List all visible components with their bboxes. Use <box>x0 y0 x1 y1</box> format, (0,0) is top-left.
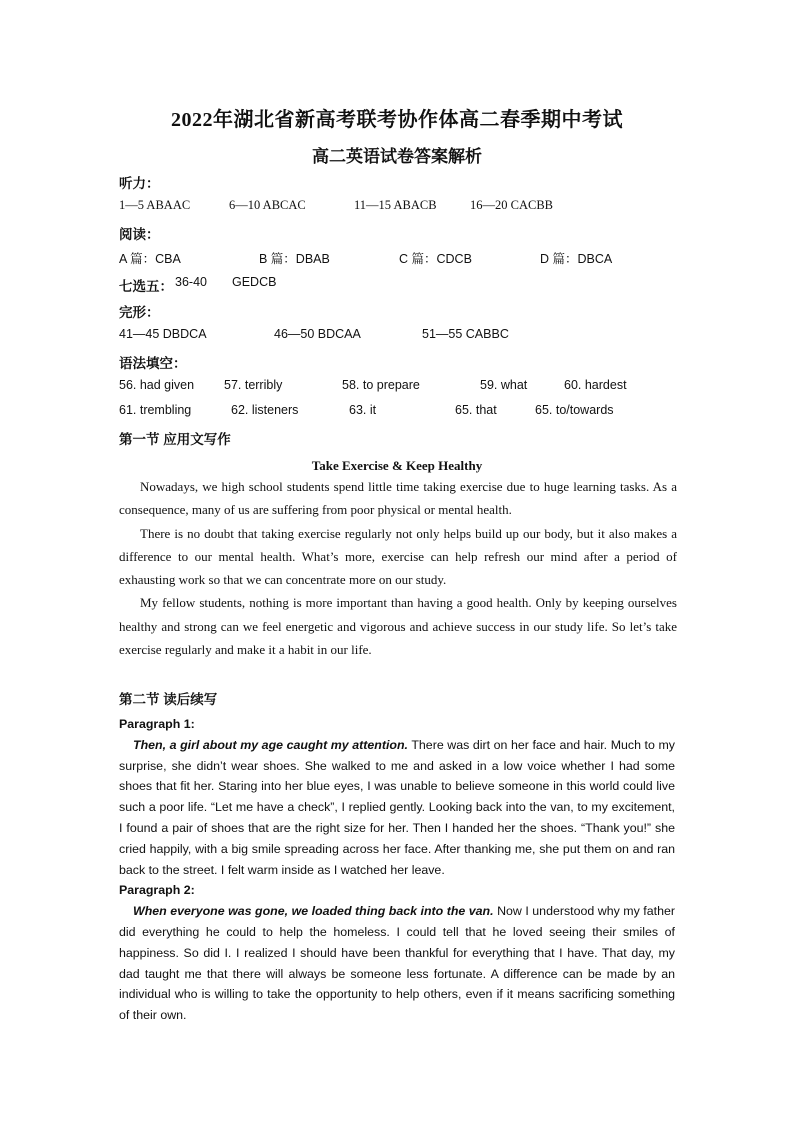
cloze-answer: 51—55 CABBC <box>422 327 509 341</box>
grammar-answer: 56. had given <box>119 378 195 392</box>
grammar-heading: 语法填空： <box>119 356 187 371</box>
essay-title: Take Exercise & Keep Healthy <box>311 458 483 473</box>
seven-range: 36-40 <box>175 275 207 289</box>
section-2-heading: 第二节 读后续写 <box>119 692 218 707</box>
cloze-answer: 46—50 BDCAA <box>274 327 361 341</box>
essay-paragraph: Nowadays, we high school students spend little time taking exercise due to huge learning tasks. As a consequence, many of us are suffering from poor physical or mental health. <box>119 479 677 518</box>
paragraph-2-text <box>119 901 675 1026</box>
essay-paragraph: My fellow students, nothing is more important than having a good health. Only by keeping ourselves healthy and strong can we feel energetic and vigorous and achieve success in our study life. So let’s take exercise regularly and make it a habit in our life. <box>119 595 677 658</box>
grammar-answer: 65. that <box>455 403 497 417</box>
section-1-heading: 第一节 应用文写作 <box>119 432 231 447</box>
reading-answer: D 篇：DBCA <box>540 252 613 266</box>
reading-answer: A 篇：CBA <box>119 252 181 266</box>
document-subtitle: 高二英语试卷答案解析 <box>312 147 482 166</box>
reading-answer: C 篇：CDCB <box>399 252 472 266</box>
listening-answer: 1—5 ABAAC <box>119 198 191 212</box>
grammar-answer: 62. listeners <box>231 403 299 417</box>
seven-heading: 七选五： <box>119 279 173 294</box>
grammar-answer: 63. it <box>349 403 377 417</box>
paragraph-1-lead: Then, a girl about my age caught my attention. <box>133 737 408 752</box>
listening-heading: 听力： <box>119 176 160 191</box>
paragraph-1-text <box>119 735 675 881</box>
grammar-answer: 65. to/towards <box>535 403 614 417</box>
paragraph-1-body: There was dirt on her face and hair. Much to my surprise, she didn’t wear shoes. She walked to me and asked in a low voice whether I had some shoes that fit her. Staring into her blue eyes, I was unable to believe someone in this world could live such a poor life. “Let me have a check”, I replied gently. Looking back into the van, to my excitement, I found a pair of shoes that are the right size for her. Then I handed her the shoes. “Thank you!” she cried happily, with a big smile spreading across her face. After thanking me, she put them on and ran back to the street. I felt warm inside as I watched her leave. <box>119 737 675 877</box>
listening-answer: 11—15 ABACB <box>354 198 437 212</box>
paragraph-1-label: Paragraph 1: <box>119 717 195 731</box>
listening-answer: 6—10 ABCAC <box>229 198 306 212</box>
cloze-heading: 完形： <box>119 305 160 320</box>
continuation-body <box>119 714 675 1026</box>
paragraph-2-body: Now I understood why my father did everything he could to help the homeless. I could tell that he loved seeing their smiles of happiness. So did I. I realized I should have been thankful for everything that I have. That day, my dad taught me that there will always be someone less fortunate. A difference can be made by an individual who is willing to take the opportunity to help others, even if it means sacrificing something of their own. <box>119 904 675 1023</box>
grammar-answer: 60. hardest <box>564 378 627 392</box>
cloze-answer: 41—45 DBDCA <box>119 327 207 341</box>
essay-body <box>119 475 677 661</box>
essay-paragraph: There is no doubt that taking exercise regularly not only helps build up our body, but it also makes a difference to our mental health. What’s more, exercise can help refresh our mind after a period of exhausting work so that we can concentrate more on our study. <box>119 525 677 588</box>
listening-answer: 16—20 CACBB <box>470 198 554 212</box>
grammar-answer: 61. trembling <box>119 403 192 417</box>
grammar-answer: 59. what <box>480 378 528 392</box>
paragraph-2-label: Paragraph 2: <box>119 883 195 898</box>
grammar-answer: 58. to prepare <box>342 378 420 392</box>
reading-heading: 阅读： <box>119 227 160 242</box>
reading-answer: B 篇：DBAB <box>259 252 330 266</box>
document-title: 2022年湖北省新高考联考协作体高二春季期中考试 <box>171 109 623 131</box>
paragraph-2-lead: When everyone was gone, we loaded thing back into the van. <box>133 904 494 919</box>
seven-answer: GEDCB <box>232 275 277 289</box>
grammar-answer: 57. terribly <box>224 378 283 392</box>
